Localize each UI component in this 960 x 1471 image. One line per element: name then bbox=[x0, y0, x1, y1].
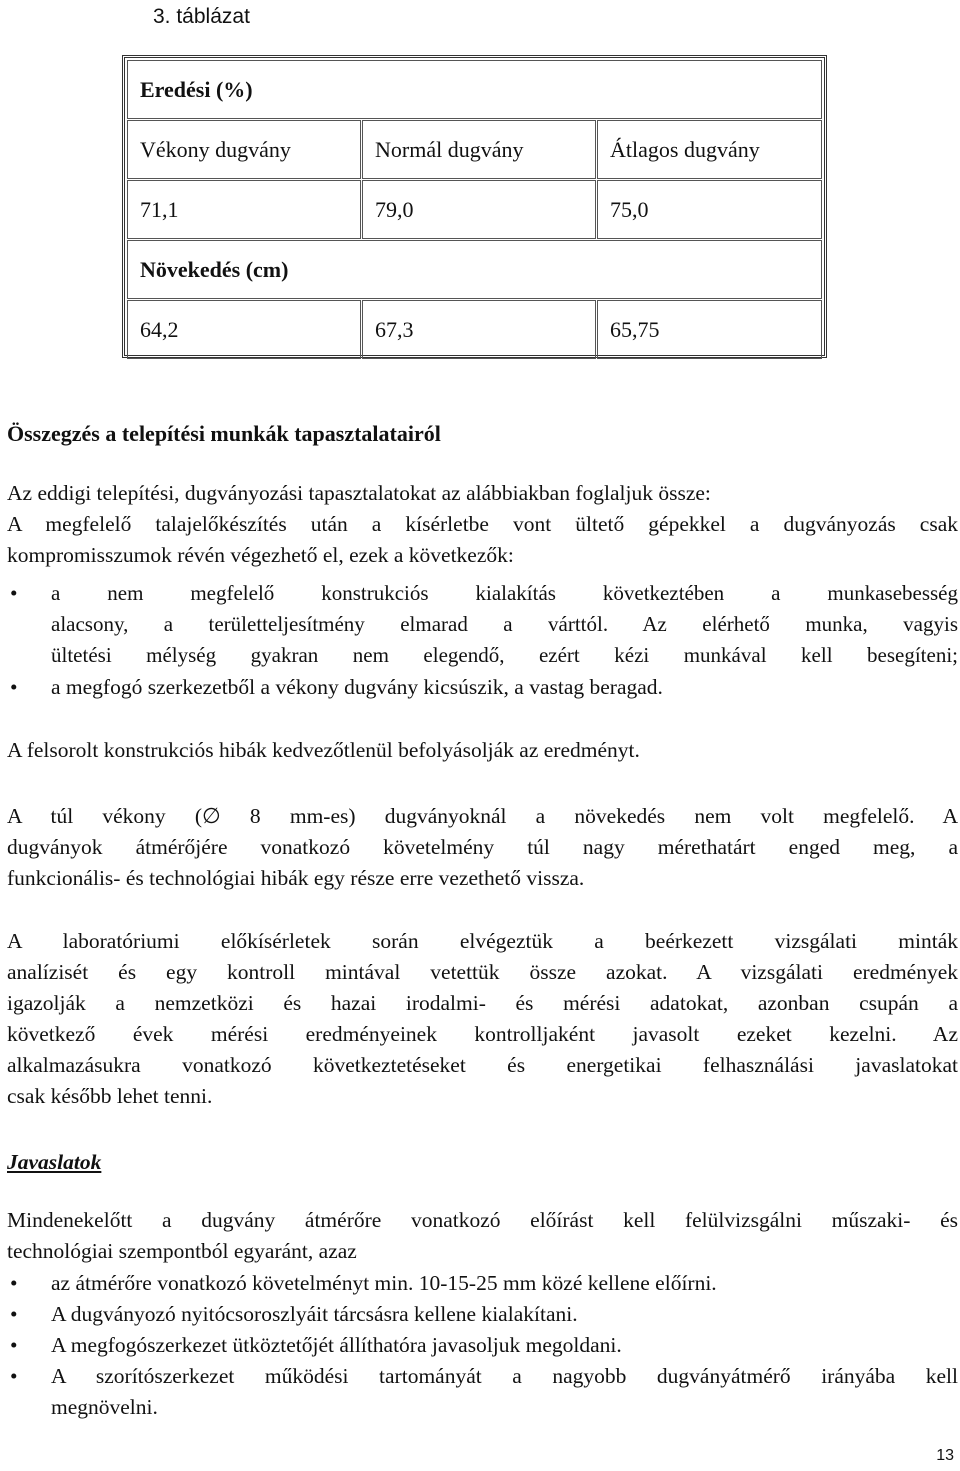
text-line: A laboratóriumi előkísérletek során elvégeztük a beérkezett vizsgálati minták bbox=[7, 929, 958, 953]
bullet-icon: • bbox=[10, 1271, 18, 1295]
text-line: A túl vékony (∅ 8 mm-es) dugványoknál a növekedés nem volt megfelelő. A bbox=[7, 804, 958, 828]
table-header-cell: Eredési (%) bbox=[127, 60, 822, 119]
table-cell: Normál dugvány bbox=[362, 120, 596, 179]
text-line: igazolják a nemzetközi és hazai irodalmi- és mérési adatokat, azonban csupán a bbox=[7, 991, 958, 1015]
text-line: a megfogó szerkezetből a vékony dugvány kicsúszik, a vastag beragad. bbox=[51, 675, 663, 699]
table-row bbox=[127, 180, 822, 239]
text-line: technológiai szempontból egyaránt, azaz bbox=[7, 1239, 357, 1263]
table-header-cell: Növekedés (cm) bbox=[127, 240, 822, 299]
section-heading: Javaslatok bbox=[7, 1150, 102, 1174]
table-cell: 71,1 bbox=[127, 180, 361, 239]
bullet-icon: • bbox=[10, 675, 18, 699]
table-cell: 67,3 bbox=[362, 300, 596, 359]
text-line: kompromisszumok révén végezhető el, ezek a következők: bbox=[7, 543, 514, 567]
table-row bbox=[127, 60, 822, 119]
text-line: az átmérőre vonatkozó követelményt min. 10-15-25 mm közé kellene előírni. bbox=[51, 1271, 717, 1295]
text-line: alkalmazásukra vonatkozó következtetéseket és energetikai felhasználási javaslatokat bbox=[7, 1053, 958, 1077]
bullet-icon: • bbox=[10, 1364, 18, 1388]
text-line: dugványok átmérőjére vonatkozó követelmény túl nagy mérethatárt enged meg, a bbox=[7, 835, 958, 859]
paragraph bbox=[7, 801, 958, 894]
table-row bbox=[127, 240, 822, 299]
table-cell: 64,2 bbox=[127, 300, 361, 359]
bullet-icon: • bbox=[10, 1302, 18, 1326]
paragraph bbox=[7, 1205, 958, 1267]
page-number: 13 bbox=[936, 1447, 954, 1464]
table-caption: 3. táblázat bbox=[153, 5, 250, 28]
text-line: A dugványozó nyitócsoroszlyáit tárcsásra kellene kialakítani. bbox=[51, 1302, 578, 1326]
table-cell: 79,0 bbox=[362, 180, 596, 239]
text-line: következő évek mérési eredményeinek kontrolljaként javasolt ezeket kezelni. Az bbox=[7, 1022, 958, 1046]
text-line: funkcionális- és technológiai hibák egy része erre vezethető vissza. bbox=[7, 866, 585, 890]
paragraph bbox=[7, 926, 958, 1112]
text-line: megnövelni. bbox=[51, 1395, 158, 1419]
summary-intro bbox=[7, 478, 958, 571]
text-line: csak később lehet tenni. bbox=[7, 1084, 213, 1108]
results-table bbox=[122, 55, 827, 358]
text-line: Mindenekelőtt a dugvány átmérőre vonatkozó előírást kell felülvizsgálni műszaki- és bbox=[7, 1208, 958, 1232]
text-line: ültetési mélység gyakran nem elegendő, ezért kézi munkával kell besegíteni; bbox=[51, 643, 958, 667]
text-line: alacsony, a területteljesítmény elmarad a várttól. Az elérhető munka, vagyis bbox=[51, 612, 958, 636]
table-row bbox=[127, 120, 822, 179]
table-cell: 65,75 bbox=[597, 300, 822, 359]
text-line: a nem megfelelő konstrukciós kialakítás következtében a munkasebesség bbox=[51, 581, 958, 605]
table-cell: Vékony dugvány bbox=[127, 120, 361, 179]
text-line: A szorítószerkezet működési tartományát a nagyobb dugványátmérő irányába kell bbox=[51, 1364, 958, 1388]
table-row bbox=[127, 300, 822, 359]
text-line: Az eddigi telepítési, dugványozási tapasztalatokat az alábbiakban foglaljuk össze: bbox=[7, 481, 711, 505]
text-line: A megfelelő talajelőkészítés után a kísérletbe vont ültető gépekkel a dugványozás csak bbox=[7, 512, 958, 536]
text-line: A megfogószerkezet ütköztetőjét állíthatóra javasoljuk megoldani. bbox=[51, 1333, 622, 1357]
table-cell: Átlagos dugvány bbox=[597, 120, 822, 179]
text-line: analízisét és egy kontroll mintával vetettük össze azokat. A vizsgálati eredmények bbox=[7, 960, 958, 984]
table-cell: 75,0 bbox=[597, 180, 822, 239]
bullet-icon: • bbox=[10, 581, 18, 605]
section-heading: Összegzés a telepítési munkák tapasztalatairól bbox=[7, 421, 441, 446]
bullet-icon: • bbox=[10, 1333, 18, 1357]
paragraph: A felsorolt konstrukciós hibák kedvezőtlenül befolyásolják az eredményt. bbox=[7, 738, 640, 762]
